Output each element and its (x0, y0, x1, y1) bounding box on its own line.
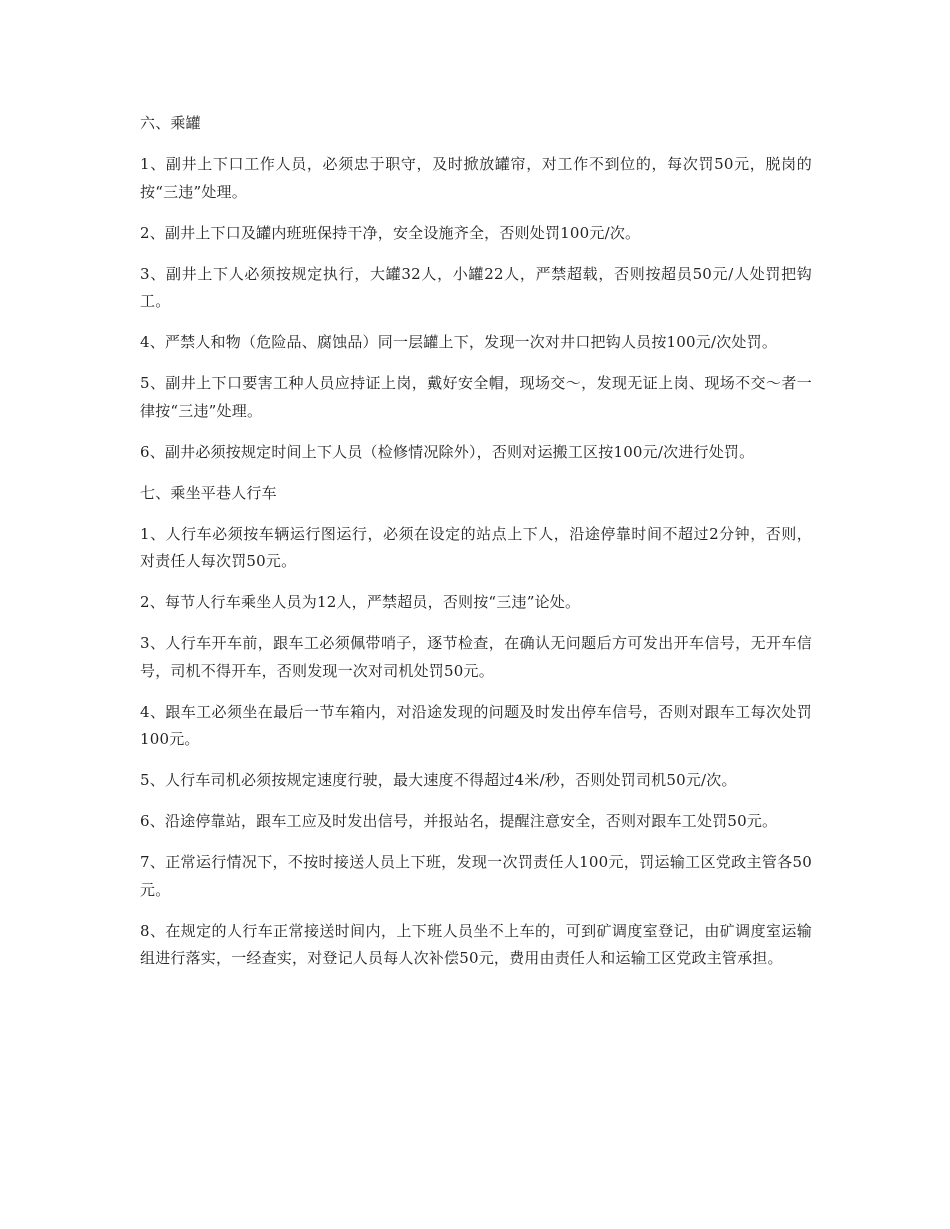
section-heading-man-car: 七、乘坐平巷人行车 (140, 483, 277, 502)
man-car-rule-8: 8、在规定的人行车正常接送时间内，上下班人员坐不上车的，可到矿调度室登记，由矿调度室运输组进行落实，一经查实，对登记人员每人次补偿50元，费用由责任人和运输工区党政主管承担。 (140, 921, 812, 967)
document-body (140, 110, 812, 986)
man-car-rule-3: 3、人行车开车前，跟车工必须佩带哨子，逐节检查，在确认无问题后方可发出开车信号，无开车信号，司机不得开车，否则发现一次对司机处罚50元。 (140, 634, 812, 680)
cage-rule-4: 4、严禁人和物（危险品、腐蚀品）同一层罐上下，发现一次对井口把钩人员按100元/次处罚。 (140, 333, 778, 351)
section-heading-boarding-cage: 六、乘罐 (140, 114, 201, 132)
man-car-rule-5: 5、人行车司机必须按规定速度行驶，最大速度不得超过4米/秒，否则处罚司机50元/次。 (140, 771, 737, 789)
man-car-rule-4: 4、跟车工必须坐在最后一节车箱内，对沿途发现的问题及时发出停车信号，否则对跟车工每次处罚100元。 (140, 702, 812, 748)
cage-rule-3: 3、副井上下人必须按规定执行，大罐32人，小罐22人，严禁超载，否则按超员50元/人处罚把钩工。 (140, 264, 812, 310)
man-car-rule-1: 1、人行车必须按车辆运行图运行，必须在设定的站点上下人，沿途停靠时间不超过2分钟，否则，对责任人每次罚50元。 (140, 524, 812, 570)
man-car-rule-7: 7、正常运行情况下，不按时接送人员上下班，发现一次罚责任人100元，罚运输工区党政主管各50元。 (140, 853, 812, 899)
cage-rule-6: 6、副井必须按规定时间上下人员（检修情况除外），否则对运搬工区按100元/次进行处罚。 (140, 442, 755, 461)
man-car-rule-2: 2、每节人行车乘坐人员为12人，严禁超员，否则按“三违”论处。 (140, 593, 581, 611)
man-car-rule-6: 6、沿途停靠站，跟车工应及时发出信号，并报站名，提醒注意安全，否则对跟车工处罚50元。 (140, 812, 778, 830)
cage-rule-2: 2、副井上下口及罐内班班保持干净，安全设施齐全，否则处罚100元/次。 (140, 223, 641, 242)
cage-rule-1: 1、副井上下口工作人员，必须忠于职守，及时掀放罐帘，对工作不到位的，每次罚50元，脱岗的按“三违”处理。 (140, 155, 812, 201)
cage-rule-5: 5、副井上下口要害工种人员应持证上岗，戴好安全帽，现场交～，发现无证上岗、现场不交～者一律按“三违”处理。 (140, 374, 812, 420)
